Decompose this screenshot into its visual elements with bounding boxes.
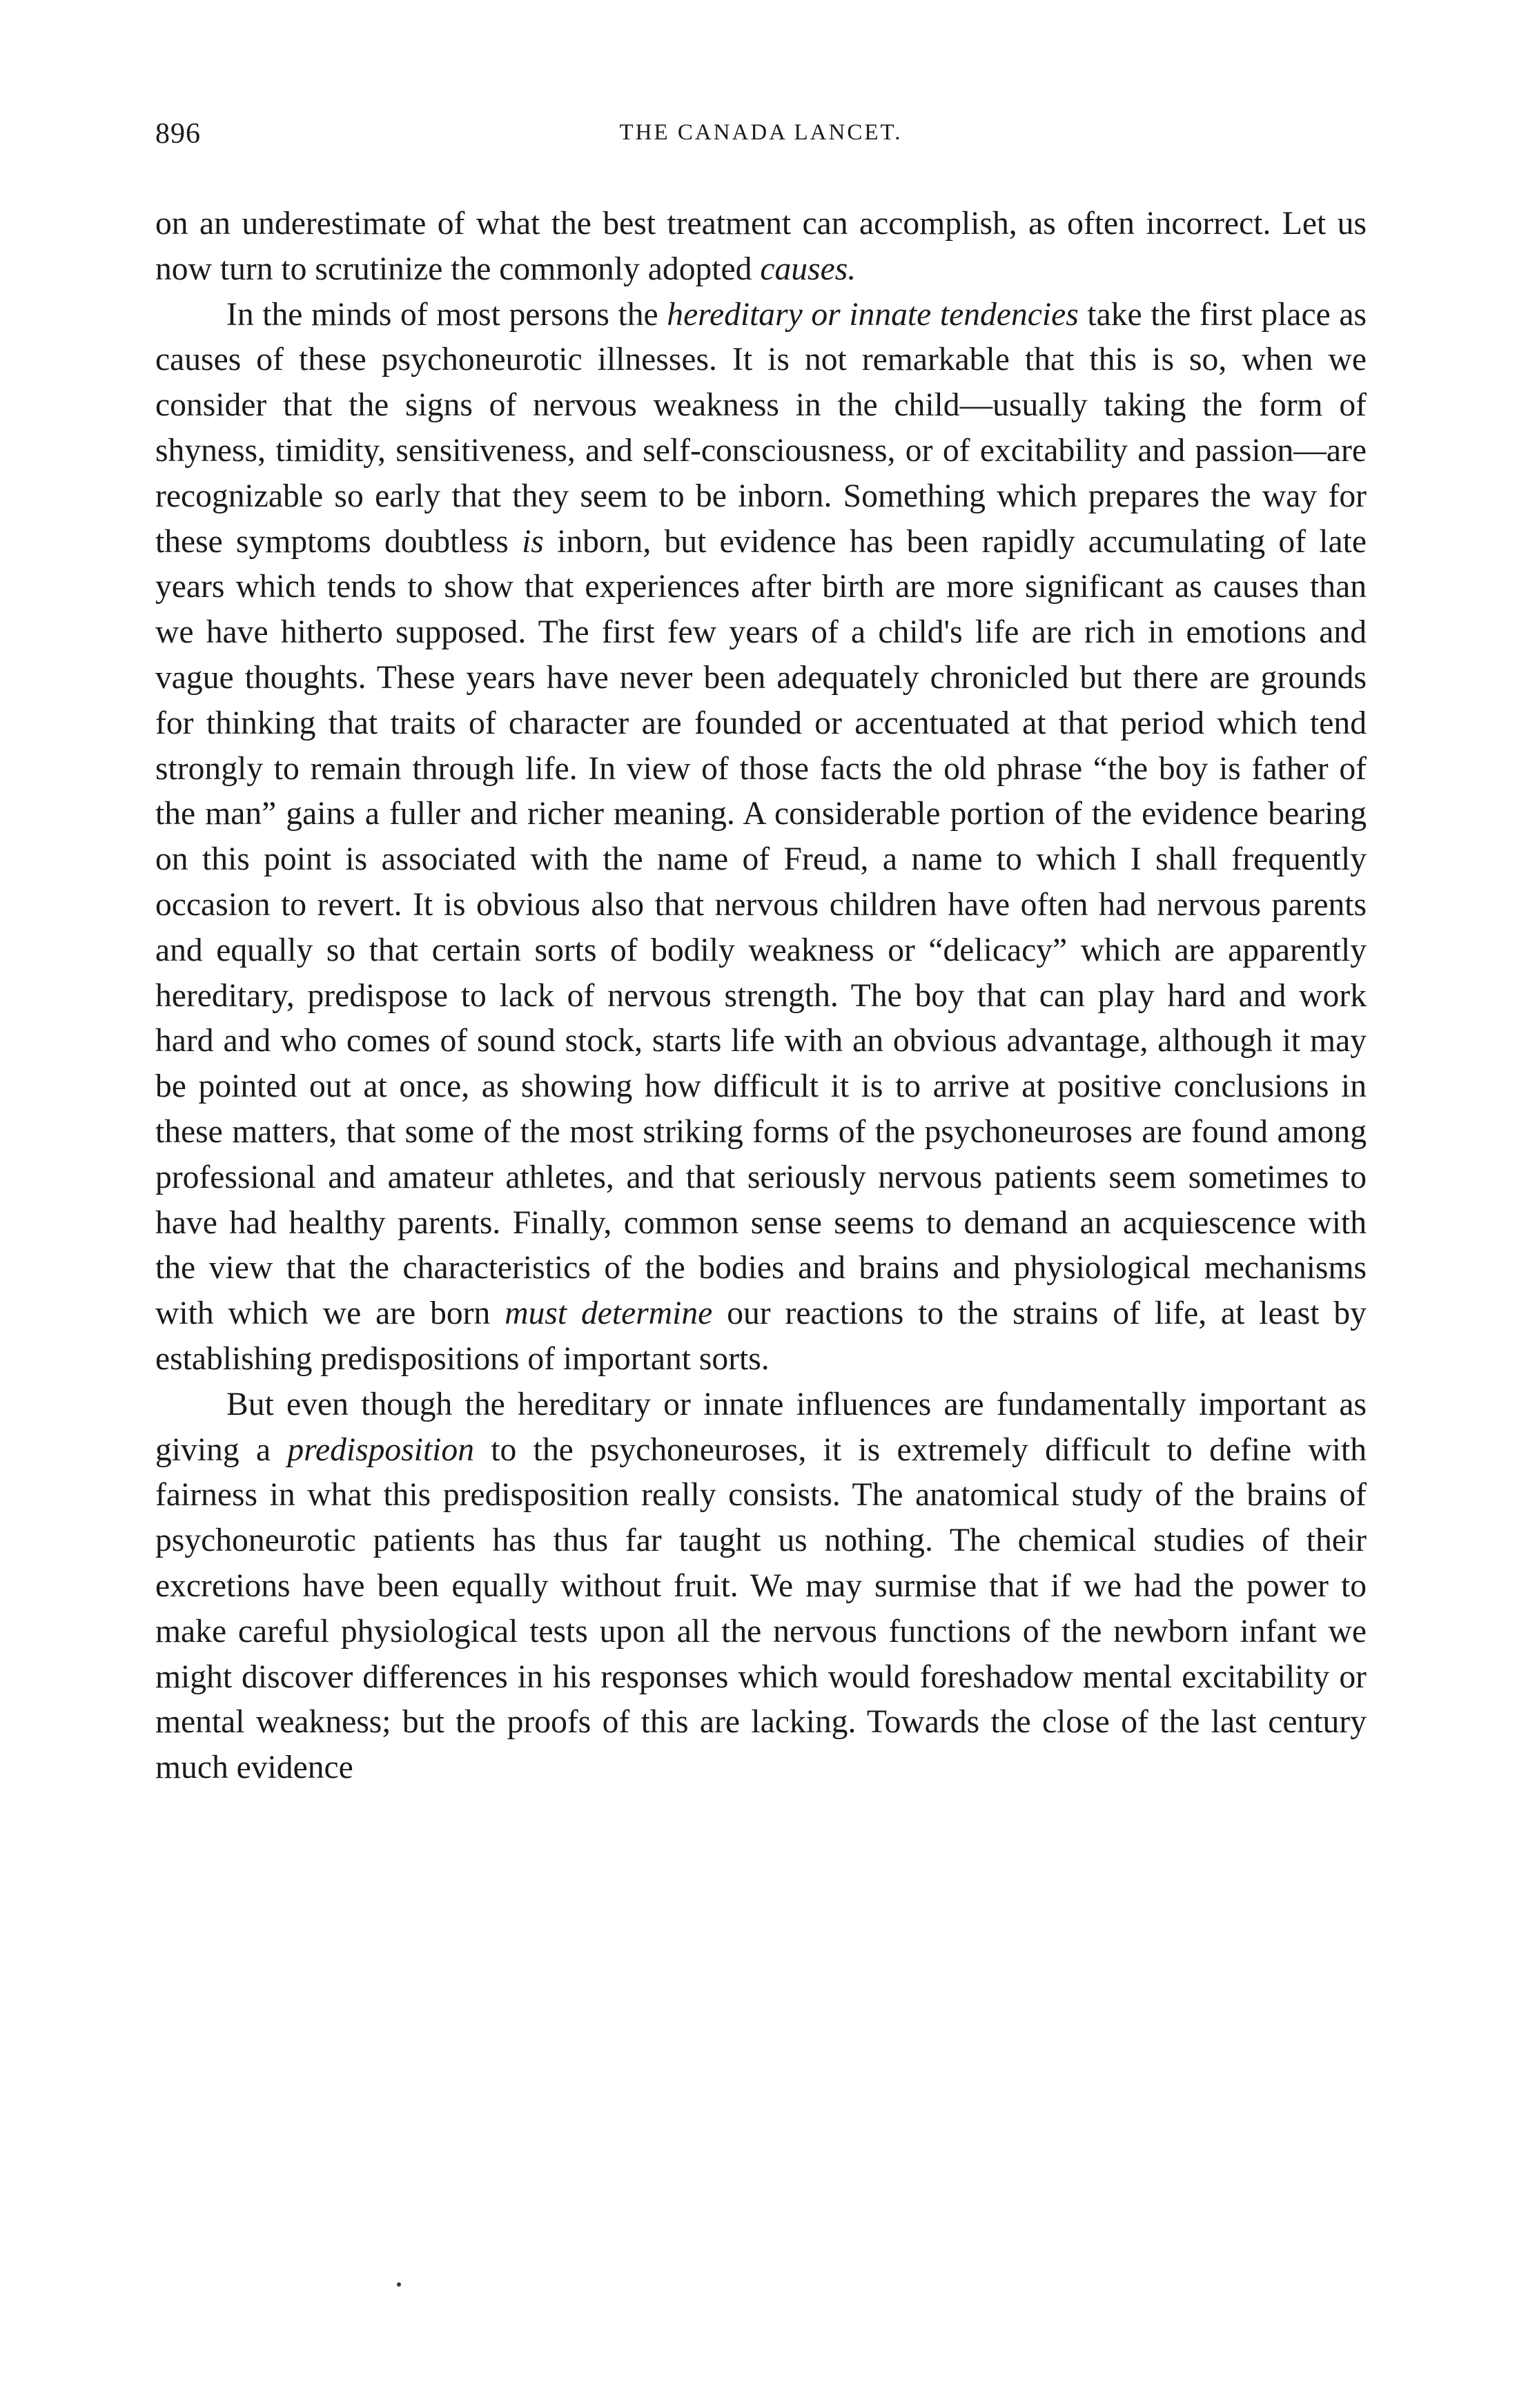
text-run: But even though the hereditary or innate influences are fundamentally important as giving a xyxy=(155,1386,1367,1468)
emphasis: must determine xyxy=(505,1295,713,1332)
journal-title: THE CANADA LANCET. xyxy=(619,120,903,145)
paragraph-1 xyxy=(155,202,1367,293)
ink-speck xyxy=(397,2282,401,2287)
text-run: In the minds of most persons the xyxy=(226,296,667,333)
paragraph-2 xyxy=(155,293,1367,1382)
text-run: take the first place as causes of these psychoneurotic illnesses. It is not remarkable that this is so, when we consider that the signs of nervous weakness in the child—usually taking the form of shyness, timidity, sensitiveness, and self-consciousness, or of excitability and passion—are recognizable so early that they seem to be inborn. Something which prepares the way for these symptoms doubtless xyxy=(155,296,1367,560)
emphasis: causes. xyxy=(760,251,857,287)
page-number: 896 xyxy=(155,118,201,150)
emphasis: is xyxy=(522,523,544,560)
text-run: inborn, but evidence has been rapidly accumulating of late years which tends to show that experiences after birth are more significant as causes than we have hitherto supposed. The first few years of a child's life are rich in emotions and vague thoughts. These years have never been adequately chronicled but there are grounds for thinking that traits of character are founded or accentuated at that period which tend strongly to remain through life. In view of those facts the old phrase “the boy is father of the man” gains a fuller and richer meaning. A considerable portion of the evidence bearing on this point is associated with the name of Freud, a name to which I shall frequently occasion to revert. It is obvious also that nervous children have often had nervous parents and equally so that certain sorts of bodily weakness or “delicacy” which are apparently hereditary, predispose to lack of nervous strength. The boy that can play hard and work hard and who comes of sound stock, starts life with an obvious advantage, although it may be pointed out at once, as showing how difficult it is to arrive at positive conclusions in these matters, that some of the most striking forms of the psychoneuroses are found among professional and amateur athletes, and that seriously nervous patients seem sometimes to have had healthy parents. Finally, common sense seems to demand an acquiescence with the view that the characteristics of the bodies and brains and physiological mechanisms with which we are born xyxy=(155,523,1367,1332)
emphasis: hereditary or innate tendencies xyxy=(667,296,1079,333)
emphasis: predisposition xyxy=(287,1431,474,1468)
journal-page xyxy=(155,117,1367,1791)
running-head xyxy=(155,117,1367,159)
paragraph-3 xyxy=(155,1382,1367,1791)
text-run: on an underestimate of what the best treatment can accomplish, as often incorrect. Let us now turn to scrutinize the commonly adopted xyxy=(155,206,1367,287)
text-run: to the psychoneuroses, it is extremely difficult to define with fairness in what this predisposition really consists. The anatomical study of the brains of psychoneurotic patients has thus far taught us nothing. The chemical studies of their excretions have been equally without fruit. We may surmise that if we had the power to make careful physiological tests upon all the nervous functions of the newborn infant we might discover differences in his responses which would foreshadow mental excitability or mental weakness; but the proofs of this are lacking. Towards the close of the last century much evidence xyxy=(155,1431,1367,1786)
text-run: our reactions to the strains of life, at least by establishing predispositions of important sorts. xyxy=(155,1295,1367,1377)
